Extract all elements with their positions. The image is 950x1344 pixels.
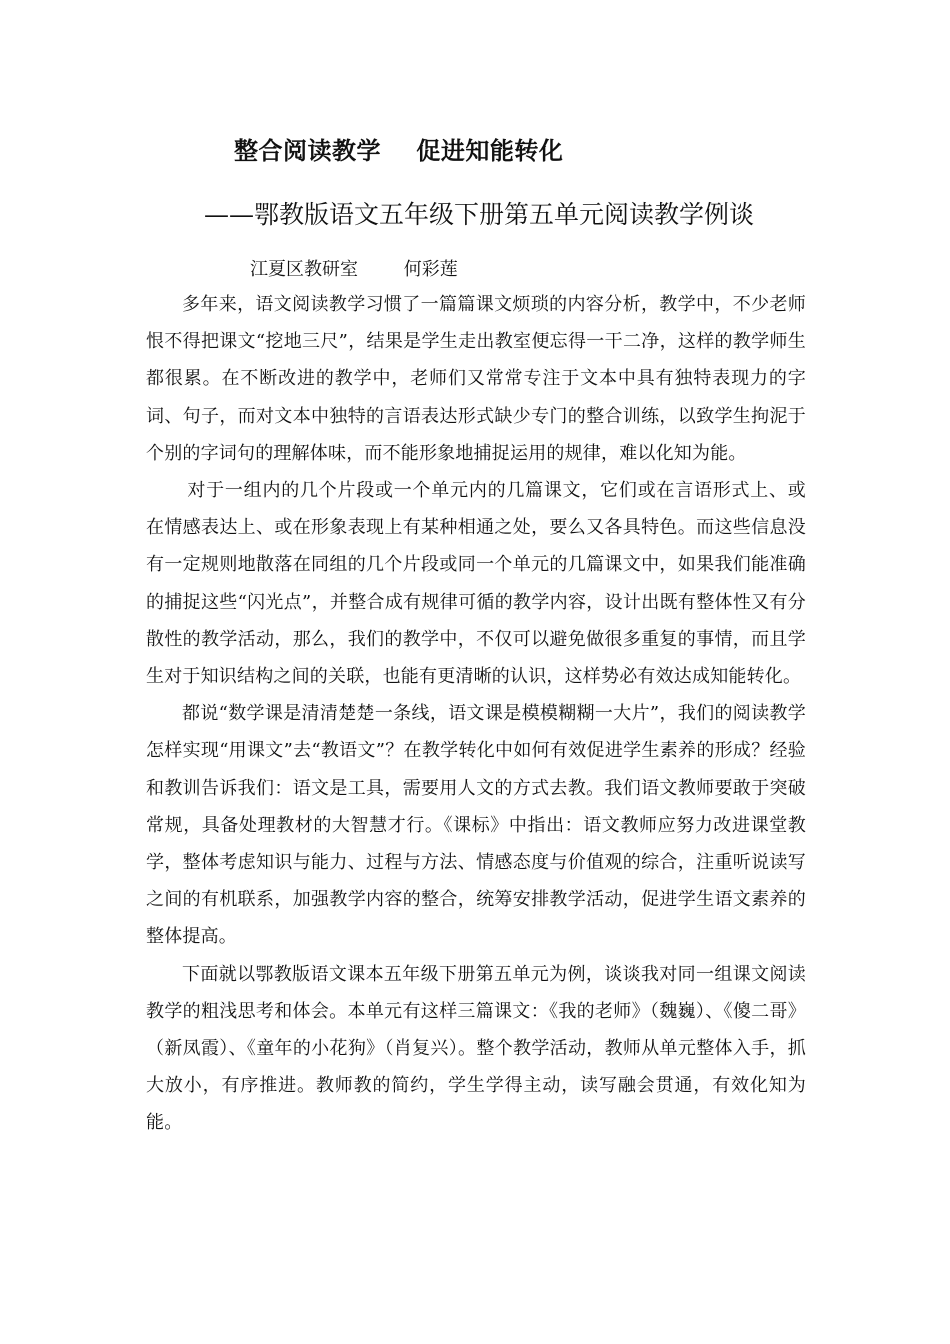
paragraph-1: 多年来，语文阅读教学习惯了一篇篇课文烦琐的内容分析，教学中，不少老师恨不得把课文“挖地三尺”，结果是学生走出教室便忘得一干二净，这样的教学师生都很累。在不断改进的教学中，老师们又常常专注于文本中具有独特表现力的字词、句子，而对文本中独特的言语表达形式缺少专门的整合训练，以致学生拘泥于个别的字词句的理解体味，而不能形象地捕捉运用的规律，难以化知为能。 <box>146 294 806 464</box>
document-subtitle: ——鄂教版语文五年级下册第五单元阅读教学例谈 <box>204 200 755 229</box>
paragraph-3: 都说“数学课是清清楚楚一条线，语文课是模模糊糊一大片”，我们的阅读教学怎样实现“用课文”去“教语文”？在教学转化中如何有效促进学生素养的形成？经验和教训告诉我们：语文是工具，需要用人文的方式去教。我们语文教师要敢于突破常规，具备处理教材的大智慧才行。《课标》中指出：语文教师应努力改进课堂教学，整体考虑知识与能力、过程与方法、情感态度与价值观的综合，注重听说读写之间的有机联系，加强教学内容的整合，统筹安排教学活动，促进学生语文素养的整体提高。 <box>146 703 806 948</box>
document-title: 整合阅读教学 促进知能转化 <box>234 136 564 165</box>
author-line: 江夏区教研室 何彩莲 <box>250 259 458 280</box>
paragraph-2: 对于一组内的几个片段或一个单元内的几篇课文，它们或在言语形式上、或在情感表达上、或在形象表现上有某种相通之处，要么又各具特色。而这些信息没有一定规则地散落在同组的几个片段或同一个单元的几篇课文中，如果我们能准确的捕捉这些“闪光点”，并整合成有规律可循的教学内容，设计出既有整体性又有分散性的教学活动，那么，我们的教学中，不仅可以避免做很多重复的事情，而且学生对于知识结构之间的关联，也能有更清晰的认识，这样势必有效达成知能转化。 <box>146 480 806 688</box>
paragraph-4: 下面就以鄂教版语文课本五年级下册第五单元为例，谈谈我对同一组课文阅读教学的粗浅思考和体会。本单元有这样三篇课文：《我的老师》（魏巍）、《傻二哥》（新凤霞）、《童年的小花狗》（肖复兴）。整个教学活动，教师从单元整体入手，抓大放小，有序推进。教师教的简约，学生学得主动，读写融会贯通，有效化知为能。 <box>146 963 806 1134</box>
document-body <box>146 286 806 1142</box>
